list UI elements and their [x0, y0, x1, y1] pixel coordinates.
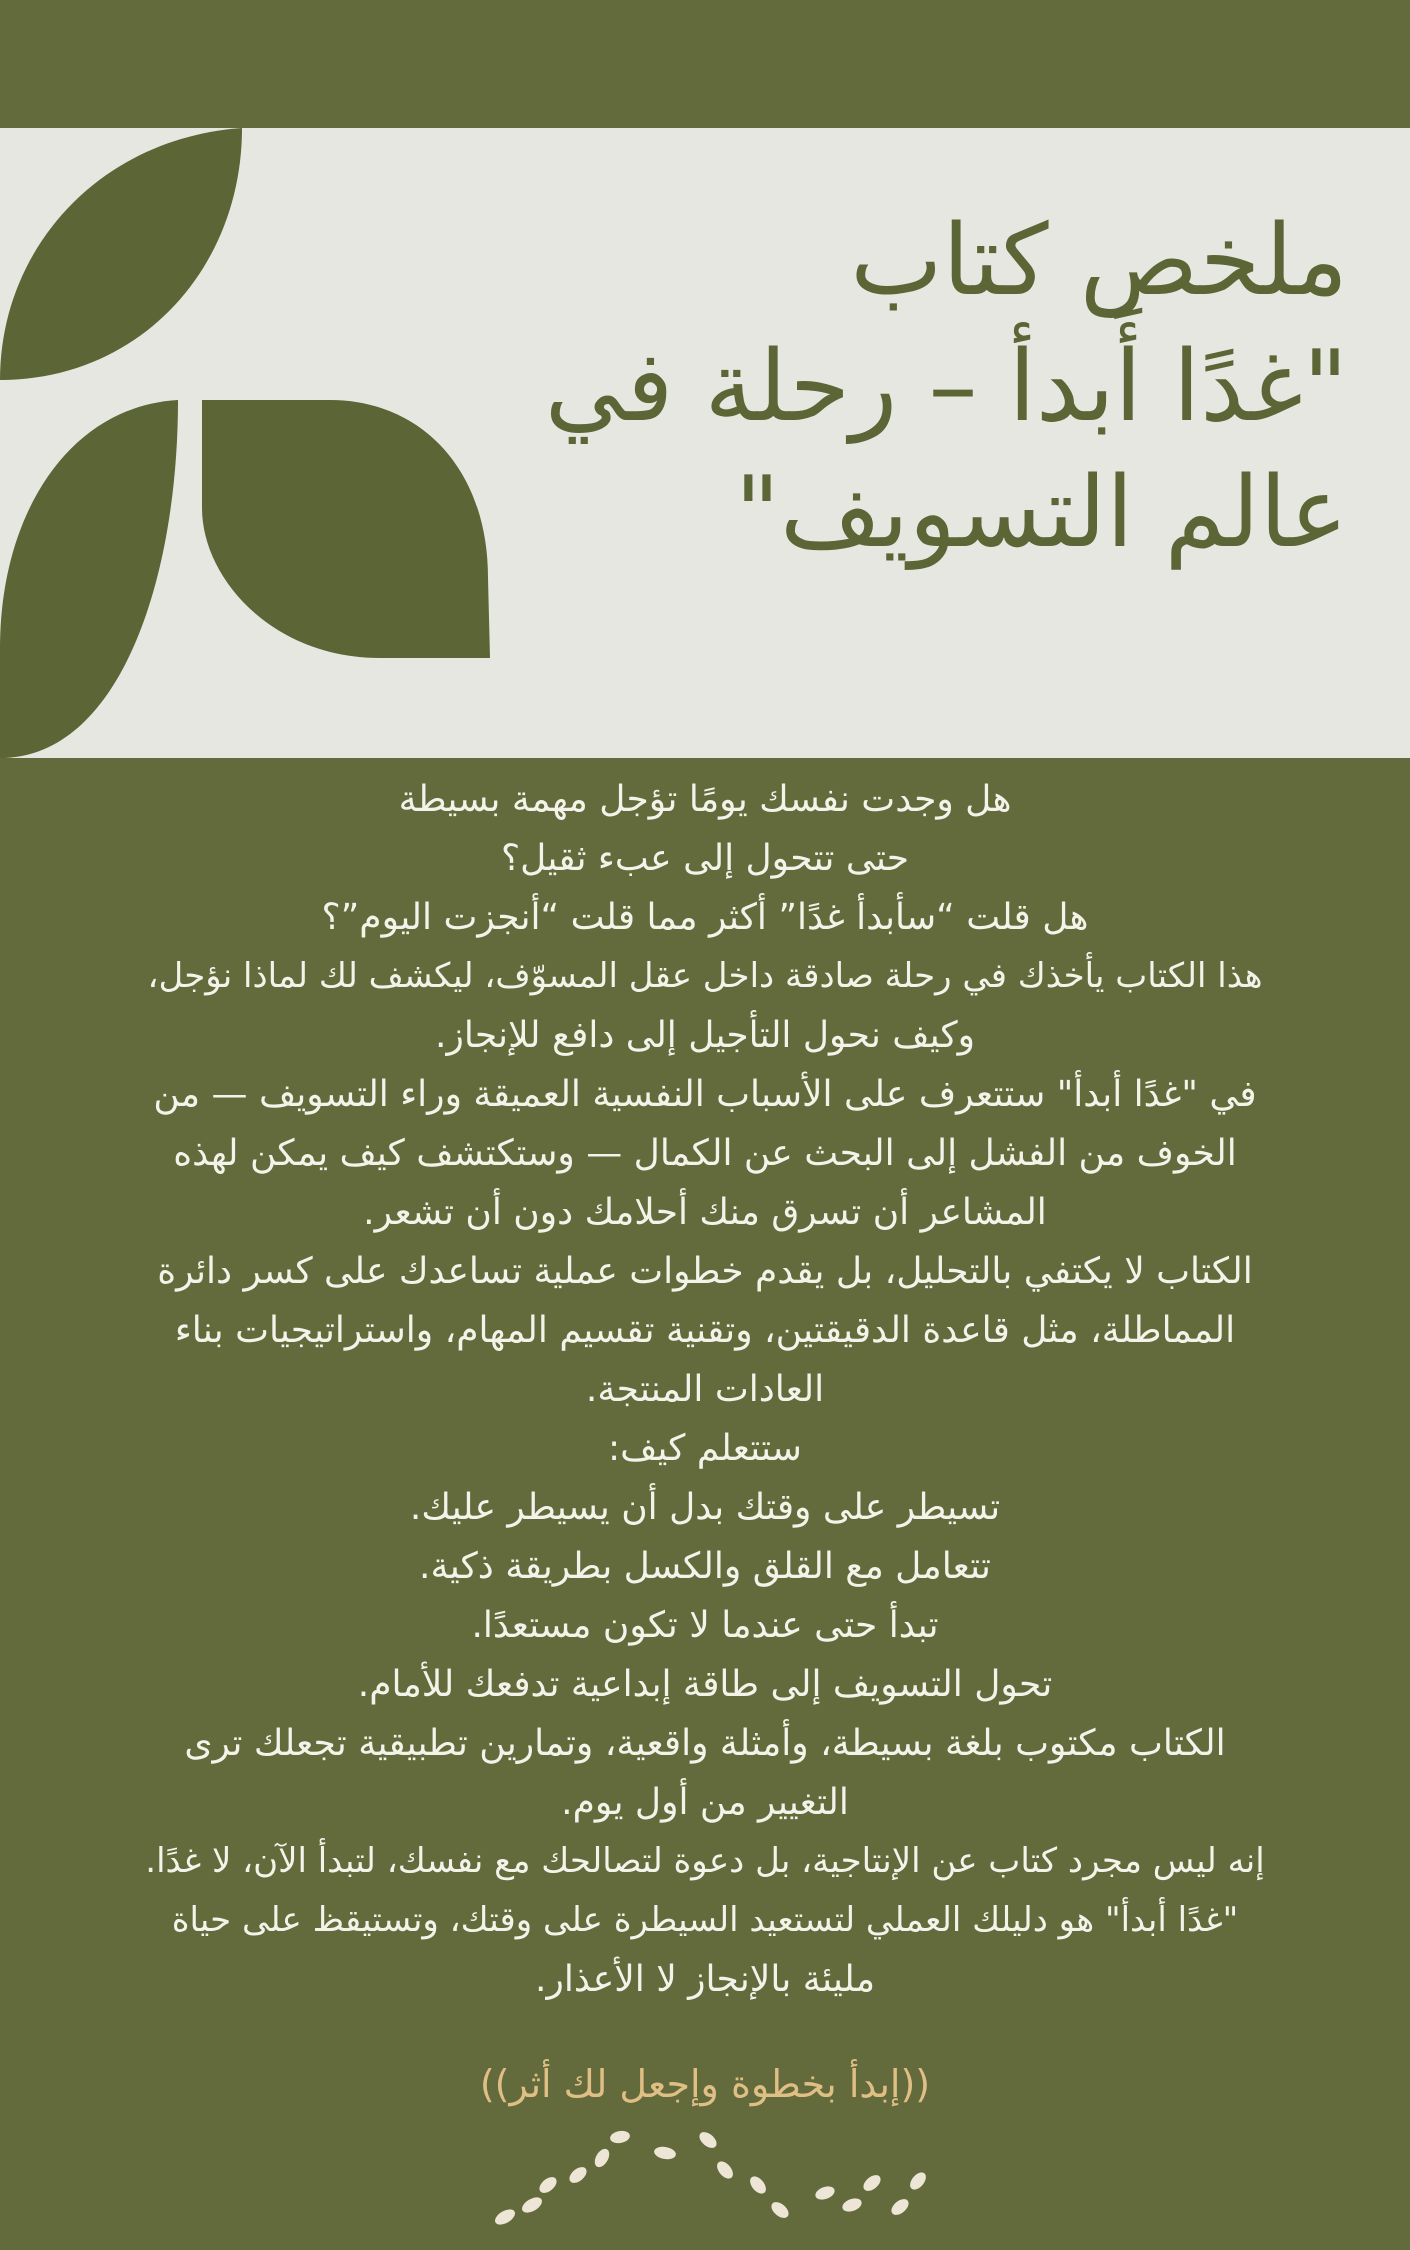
body-line: المماطلة، مثل قاعدة الدقيقتين، وتقنية تقسيم المهام، واستراتيجيات بناء [174, 1310, 1236, 1351]
leaf-lower-right [202, 400, 490, 658]
body-line: تبدأ حتى عندما لا تكون مستعدًا. [471, 1605, 939, 1646]
footprint [860, 2172, 883, 2194]
body-line: تحول التسويف إلى طاقة إبداعية تدفعك للأمام. [357, 1664, 1053, 1705]
footprint [592, 2146, 612, 2169]
footprint [841, 2196, 864, 2214]
footprint [653, 2145, 677, 2161]
body-line: حتى تتحول إلى عبء ثقيل؟ [501, 838, 909, 879]
leaf-shapes-icon [0, 128, 500, 758]
footprint [519, 2194, 544, 2215]
body-line: تسيطر على وقتك بدل أن يسيطر عليك. [409, 1487, 1001, 1528]
footprint [566, 2164, 589, 2186]
title-line: عالم التسويف" [734, 456, 1348, 570]
footprint [907, 2169, 929, 2192]
footprint [536, 2174, 559, 2196]
body-line: تتعامل مع القلق والكسل بطريقة ذكية. [419, 1546, 991, 1587]
body-line: الكتاب مكتوب بلغة بسيطة، وأمثلة واقعية، وتمارين تطبيقية تجعلك ترى [184, 1723, 1226, 1764]
footprint [492, 2206, 517, 2227]
body-line: التغيير من أول يوم. [561, 1782, 849, 1823]
body-line: الكتاب لا يكتفي بالتحليل، بل يقدم خطوات عملية تساعدك على كسر دائرة [157, 1251, 1253, 1292]
body-line: وكيف نحول التأجيل إلى دافع للإنجاز. [435, 1015, 975, 1056]
top-band [0, 0, 1410, 128]
footprint [768, 2199, 791, 2221]
body-line: هل وجدت نفسك يومًا تؤجل مهمة بسيطة [398, 779, 1012, 820]
summary-body [0, 770, 1410, 2009]
footprint [609, 2129, 631, 2144]
header-panel [0, 128, 1410, 758]
closing-quote: ((إبدأ بخطوة وإجعل لك أثر)) [479, 2062, 931, 2106]
body-line: ستتعلم كيف: [608, 1428, 802, 1469]
page-title [488, 198, 1348, 576]
footprint [714, 2158, 736, 2181]
body-line: العادات المنتجة. [585, 1369, 825, 1410]
footprint [696, 2129, 719, 2151]
footprints-icon [480, 2125, 940, 2235]
footprint [747, 2173, 769, 2196]
body-line: "غدًا أبدأ" هو دليلك العملي لتستعيد السيطرة على وقتك، وتستيقظ على حياة [171, 1900, 1239, 1940]
leaf-lower-left [0, 400, 178, 758]
body-line: هذا الكتاب يأخذك في رحلة صادقة داخل عقل المسوّف، ليكشف لك لماذا نؤجل، [147, 956, 1263, 996]
footprint [888, 2196, 911, 2218]
title-line: "غدًا أَبدأ – رحلة في [544, 330, 1348, 444]
body-line: إنه ليس مجرد كتاب عن الإنتاجية، بل دعوة لتصالحك مع نفسك، لتبدأ الآن، لا غدًا. [145, 1841, 1265, 1881]
title-line: ملخص كتاب [850, 204, 1348, 318]
body-line: المشاعر أن تسرق منك أحلامك دون أن تشعر. [363, 1192, 1047, 1233]
body-line: مليئة بالإنجاز لا الأعذار. [535, 1959, 875, 2000]
footprint [814, 2184, 837, 2202]
body-line: في "غدًا أبدأ" ستتعرف على الأسباب النفسية العميقة وراء التسويف — من [153, 1074, 1257, 1115]
body-line: الخوف من الفشل إلى البحث عن الكمال — وستكتشف كيف يمكن لهذه [173, 1133, 1237, 1174]
body-line: هل قلت “سأبدأ غدًا” أكثر مما قلت “أنجزت اليوم”؟ [321, 897, 1089, 938]
